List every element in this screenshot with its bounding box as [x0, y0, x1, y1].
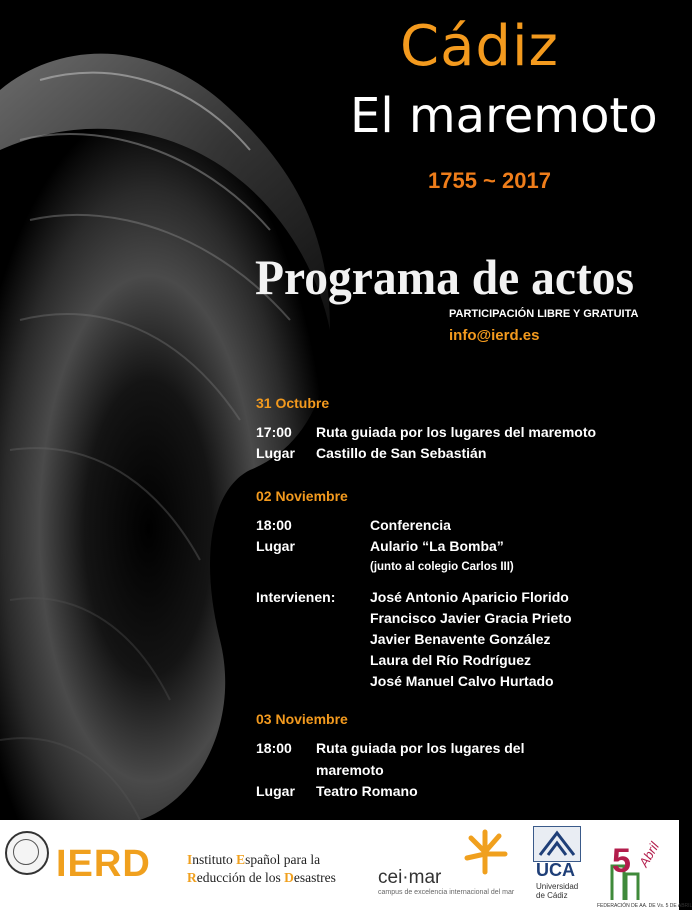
speaker-item: Francisco Javier Gracia Prieto	[370, 610, 572, 626]
ierd-logo: IERD	[56, 843, 151, 885]
day1-activity: Ruta guiada por los lugares del maremoto	[316, 424, 597, 440]
participation-note: PARTICIPACIÓN LIBRE Y GRATUITA	[449, 308, 639, 320]
years-range: 1755 ~ 2017	[428, 168, 551, 193]
day1-place-label: Lugar	[256, 445, 295, 461]
day2-activity: Conferencia	[370, 517, 451, 533]
day2-date: 02 Noviembre	[256, 488, 348, 504]
day2-speakers-label: Intervienen:	[256, 589, 336, 605]
title-event: El maremoto	[350, 88, 658, 144]
speaker-item: José Manuel Calvo Hurtado	[370, 673, 554, 689]
day1-place: Castillo de San Sebastián	[316, 445, 487, 461]
title-city: Cádiz	[400, 14, 559, 79]
abril-number: 5	[612, 842, 631, 880]
ceimar-tagline: campus de excelencia internacional del mar	[378, 889, 515, 896]
day2-place-note: (junto al colegio Carlos III)	[370, 561, 514, 573]
day2-time: 18:00	[256, 517, 292, 533]
ierd-seal-icon	[5, 831, 49, 875]
day3-place-label: Lugar	[256, 783, 295, 799]
day3-place: Teatro Romano	[316, 783, 418, 799]
uca-logo: UCA	[536, 860, 575, 880]
ceimar-logo: cei·mar	[378, 867, 442, 888]
day2-place-label: Lugar	[256, 538, 295, 554]
uca-line2: de Cádiz	[536, 891, 568, 900]
speaker-item: José Antonio Aparicio Florido	[370, 589, 569, 605]
day3-activity-line2: maremoto	[316, 762, 384, 778]
day1-date: 31 Octubre	[256, 395, 330, 411]
uca-line1: Universidad	[536, 882, 579, 891]
speaker-item: Laura del Río Rodríguez	[370, 652, 532, 668]
speaker-item: Javier Benavente González	[370, 631, 551, 647]
institute-name-line1: Instituto Español para la	[187, 852, 321, 867]
day2-place: Aulario “La Bomba”	[370, 538, 504, 554]
day3-time: 18:00	[256, 740, 292, 756]
uca-crest-icon	[533, 826, 581, 862]
contact-email-link[interactable]: info@ierd.es	[449, 327, 540, 344]
program-title: Programa de actos	[255, 249, 635, 305]
abril-text: Abril	[636, 839, 662, 870]
day1-time: 17:00	[256, 424, 292, 440]
day3-activity-line1: Ruta guiada por los lugares del	[316, 740, 525, 756]
day3-date: 03 Noviembre	[256, 711, 348, 727]
institute-name-line2: Reducción de los Desastres	[187, 870, 336, 885]
ceimar-flower-icon	[455, 828, 515, 880]
federation-name: FEDERACIÓN DE AA. DE Vs. 5 DE ABRIL	[597, 903, 692, 909]
